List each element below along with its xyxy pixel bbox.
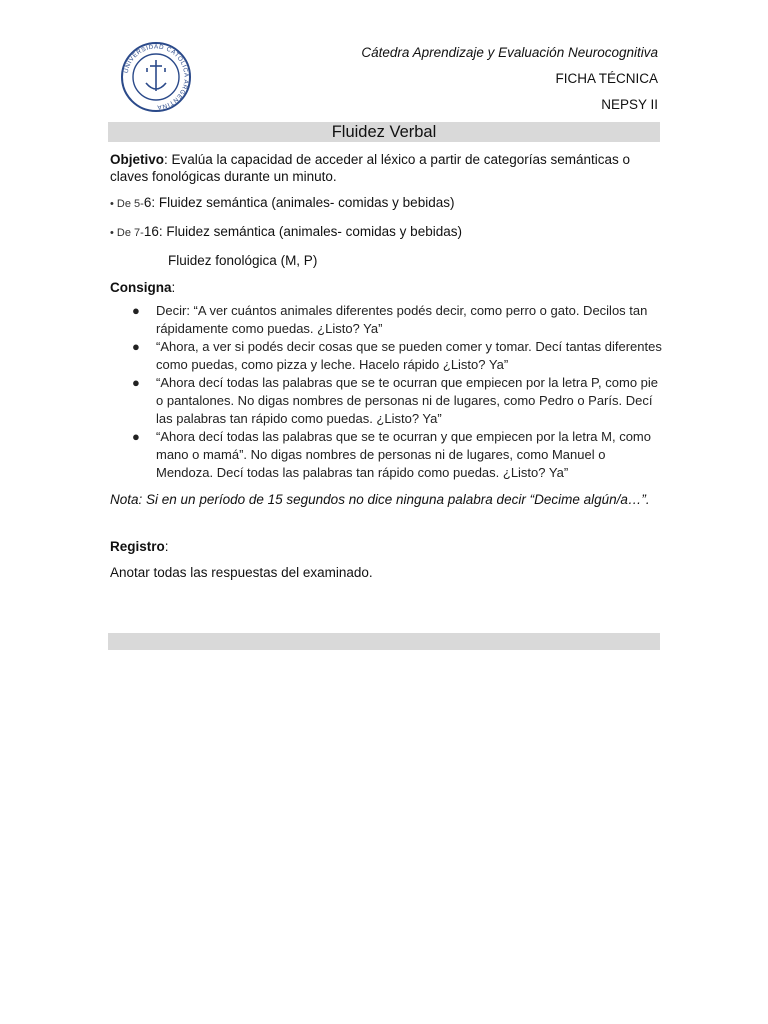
phonological-fluency-line: Fluidez fonológica (M, P)	[168, 253, 318, 268]
document-body	[110, 151, 662, 581]
document-header	[361, 40, 658, 118]
record-label: Registro	[110, 539, 165, 554]
bullet-dot: •	[110, 227, 114, 239]
age-range-item	[110, 194, 662, 213]
age-range-text: 16: Fluidez semántica (animales- comidas y bebidas)	[143, 224, 462, 239]
objective-text: : Evalúa la capacidad de acceder al léxico a partir de categorías semánticas o claves fonológicas durante un minuto.	[110, 152, 631, 184]
instruction-item	[110, 428, 662, 482]
age-range-start: De 7-	[113, 227, 144, 239]
note-label: Nota:	[110, 492, 143, 507]
instructions-label: Consigna	[110, 280, 172, 295]
instructions-list	[110, 302, 662, 482]
institution-name: Cátedra Aprendizaje y Evaluación Neurocognitiva	[361, 45, 658, 60]
objective-label: Objetivo	[110, 152, 165, 167]
record-text: Anotar todas las respuestas del examinado.	[110, 565, 373, 580]
bullet-icon: ●	[132, 429, 140, 444]
note-paragraph	[110, 491, 662, 508]
objective-paragraph	[110, 151, 662, 185]
age-range-start: De 5-	[113, 198, 144, 210]
document-type: FICHA TÉCNICA	[555, 71, 658, 86]
age-range-text: 6: Fluidez semántica (animales- comidas y bebidas)	[143, 195, 455, 210]
instruction-text: “Ahora decí todas las palabras que se te ocurran y que empiecen por la letra M, como mano o mamá”. No digas nombres de personas ni de lugares, como Manuel o Mendoza. Decí todas las palabras tan rápido como puedas. ¿Listo? Ya”	[156, 429, 651, 480]
instruction-item	[110, 338, 662, 374]
bullet-icon: ●	[132, 303, 140, 318]
footer-divider-band	[108, 633, 660, 650]
note-text: Si en un período de 15 segundos no dice ninguna palabra decir “Decime algún/a…”.	[142, 492, 650, 507]
bullet-icon: ●	[132, 375, 140, 390]
instruction-item	[110, 302, 662, 338]
section-title: Fluidez Verbal	[108, 122, 660, 142]
age-range-item	[110, 223, 662, 242]
svg-text:UNIVERSIDAD CATOLICA ARGENTINA: UNIVERSIDAD CATOLICA ARGENTINA	[122, 43, 190, 111]
instruction-text: “Ahora decí todas las palabras que se te ocurran que empiecen por la letra P, como pie o pantalones. No digas nombres de personas ni de lugares, como Pedro o París. Decí las palabras tan rápido como puedas. ¿Listo? Ya”	[156, 375, 659, 426]
instructions-heading: Consigna:	[110, 280, 176, 295]
instruction-text: Decir: “A ver cuántos animales diferentes podés decir, como perro o gato. Decilos tan rápidamente como puedas. ¿Listo? Ya”	[156, 303, 648, 336]
instruction-item	[110, 374, 662, 428]
instruction-text: “Ahora, a ver si podés decir cosas que se pueden comer y tomar. Decí tantas diferentes como puedas, como pizza y leche. Hacelo rápido ¿Listo? Ya”	[156, 339, 662, 372]
bullet-dot: •	[110, 198, 114, 210]
record-heading: Registro:	[110, 539, 169, 554]
university-seal-logo	[120, 41, 192, 113]
bullet-icon: ●	[132, 339, 140, 354]
cross-anchor-icon	[146, 60, 166, 91]
test-name: NEPSY II	[601, 97, 658, 112]
